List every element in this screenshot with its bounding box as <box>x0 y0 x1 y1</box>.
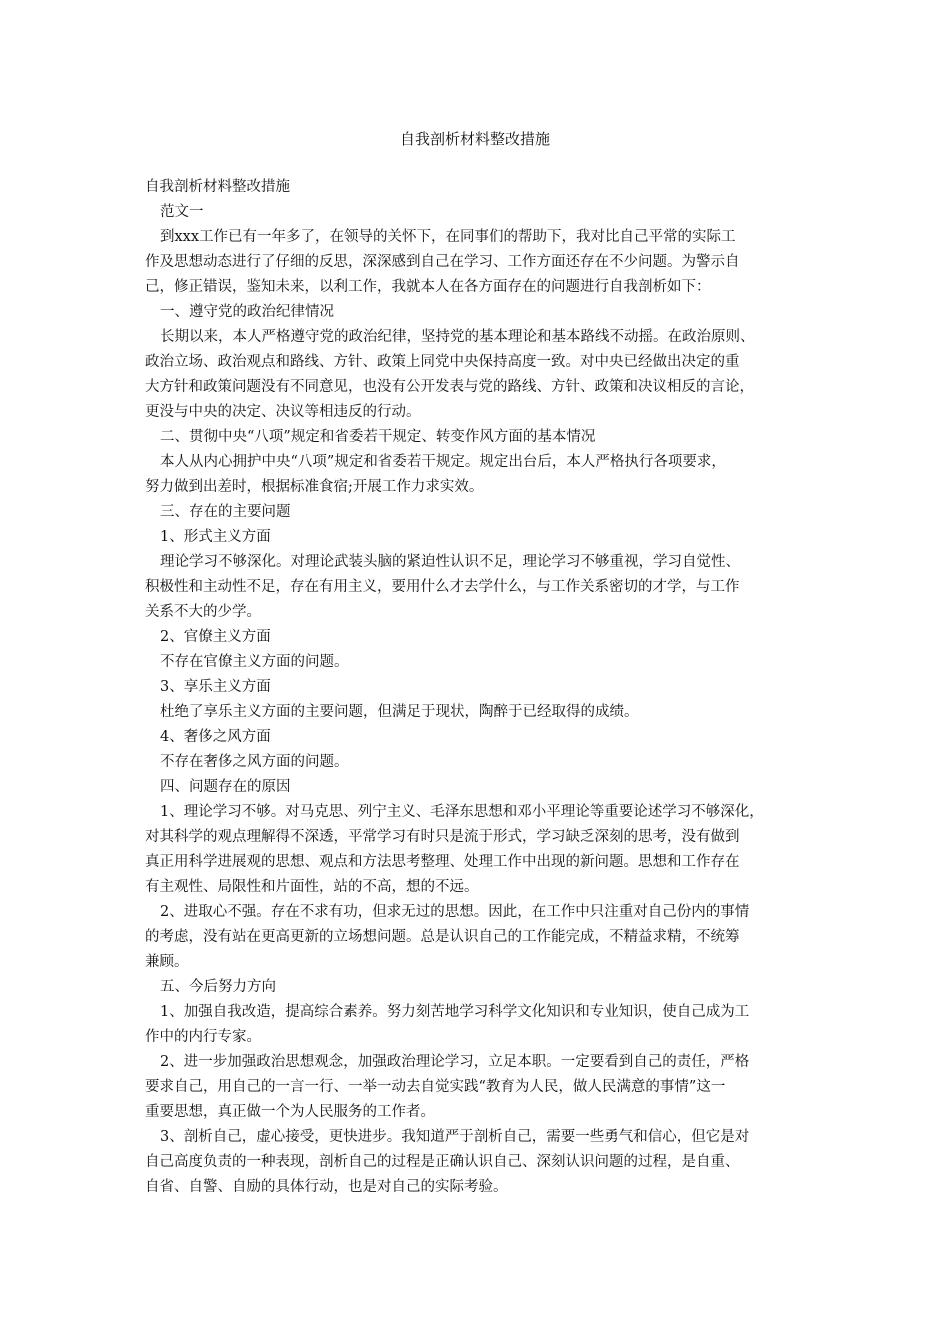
text-line: 大方针和政策问题没有不同意见，也没有公开发表与党的路线、方针、政策和决议相反的言论， <box>145 379 754 395</box>
text-line: 自己高度负责的一种表现，剖析自己的过程是正确认识自己、深刻认识问题的过程，是自重、 <box>145 1154 740 1170</box>
text-line: 自省、自警、自励的具体行动，也是对自己的实际考验。 <box>145 1179 508 1195</box>
text-line: 作及思想动态进行了仔细的反思，深深感到自己在学习、工作方面还存在不少问题。为警示自 <box>145 254 740 270</box>
text-line: 1、理论学习不够。对马克思、列宁主义、毛泽东思想和邓小平理论等重要论述学习不够深化， <box>160 804 764 820</box>
text-line: 理论学习不够深化。对理论武装头脑的紧迫性认识不足，理论学习不够重视，学习自觉性、 <box>160 554 740 570</box>
text-line: 政治立场、政治观点和路线、方针、政策上同党中央保持高度一致。对中央已经做出决定的重 <box>145 354 740 370</box>
text-line: 三、存在的主要问题 <box>160 504 291 520</box>
text-line: 本人从内心拥护中央“八项”规定和省委若干规定。规定出台后，本人严格执行各项要求， <box>160 454 726 470</box>
text-line: 兼顾。 <box>145 954 189 970</box>
text-line: 有主观性、局限性和片面性，站的不高，想的不远。 <box>145 879 479 895</box>
text-line: 自我剖析材料整改措施 <box>145 179 290 195</box>
text-line: 要求自己，用自己的一言一行、一举一动去自觉实践“教育为人民，做人民满意的事情”这一 <box>145 1079 726 1095</box>
text-line: 努力做到出差时，根据标准食宿;开展工作力求实效。 <box>145 479 484 495</box>
text-line: 关系不大的少学。 <box>145 604 261 620</box>
text-line: 重要思想，真正做一个为人民服务的工作者。 <box>145 1104 435 1120</box>
text-line: 二、贯彻中央“八项”规定和省委若干规定、转变作风方面的基本情况 <box>160 429 596 445</box>
text-line: 积极性和主动性不足，存在有用主义，要用什么才去学什么，与工作关系密切的才学，与工作 <box>145 579 740 595</box>
text-line: 1、形式主义方面 <box>160 529 271 545</box>
document-body <box>145 175 815 1200</box>
text-line: 范文一 <box>160 204 204 220</box>
text-line: 一、遵守党的政治纪律情况 <box>160 304 334 320</box>
text-line: 不存在奢侈之风方面的问题。 <box>160 754 349 770</box>
text-line: 更没与中央的决定、决议等相违反的行动。 <box>145 404 421 420</box>
text-line: 4、奢侈之风方面 <box>160 729 271 745</box>
text-line: 1、加强自我改造，提高综合素养。努力刻苦地学习科学文化知识和专业知识，使自己成为工 <box>160 1004 750 1020</box>
text-line: 杜绝了享乐主义方面的主要问题，但满足于现状，陶醉于已经取得的成绩。 <box>160 704 639 720</box>
document-title: 自我剖析材料整改措施 <box>399 130 550 148</box>
text-line: 对其科学的观点理解得不深透，平常学习有时只是流于形式，学习缺乏深刻的思考，没有做到 <box>145 829 740 845</box>
text-line: 己，修正错误，鉴知未来，以利工作，我就本人在各方面存在的问题进行自我剖析如下： <box>145 279 711 295</box>
text-line: 真正用科学进展观的思想、观点和方法思考整理、处理工作中出现的新问题。思想和工作存在 <box>145 854 740 870</box>
text-line: 的考虑，没有站在更高更新的立场想问题。总是认识自己的工作能完成，不精益求精，不统筹 <box>145 929 740 945</box>
text-line: 不存在官僚主义方面的问题。 <box>160 654 349 670</box>
text-line: 作中的内行专家。 <box>145 1029 261 1045</box>
text-line: 2、进取心不强。存在不求有功，但求无过的思想。因此，在工作中只注重对自己份内的事情 <box>160 904 750 920</box>
text-line: 长期以来，本人严格遵守党的政治纪律，坚持党的基本理论和基本路线不动摇。在政治原则、 <box>160 329 755 345</box>
text-line: 2、进一步加强政治思想观念，加强政治理论学习，立足本职。一定要看到自己的责任，严格 <box>160 1054 750 1070</box>
text-line: 四、问题存在的原因 <box>160 779 291 795</box>
text-line: 2、官僚主义方面 <box>160 629 271 645</box>
text-line: 到xxx工作已有一年多了，在领导的关怀下，在同事们的帮助下，我对比自己平常的实际工 <box>160 229 736 245</box>
text-line: 3、剖析自己，虚心接受，更快进步。我知道严于剖析自己，需要一些勇气和信心，但它是对 <box>160 1129 750 1145</box>
text-line: 3、享乐主义方面 <box>160 679 271 695</box>
text-line: 五、今后努力方向 <box>160 979 276 995</box>
